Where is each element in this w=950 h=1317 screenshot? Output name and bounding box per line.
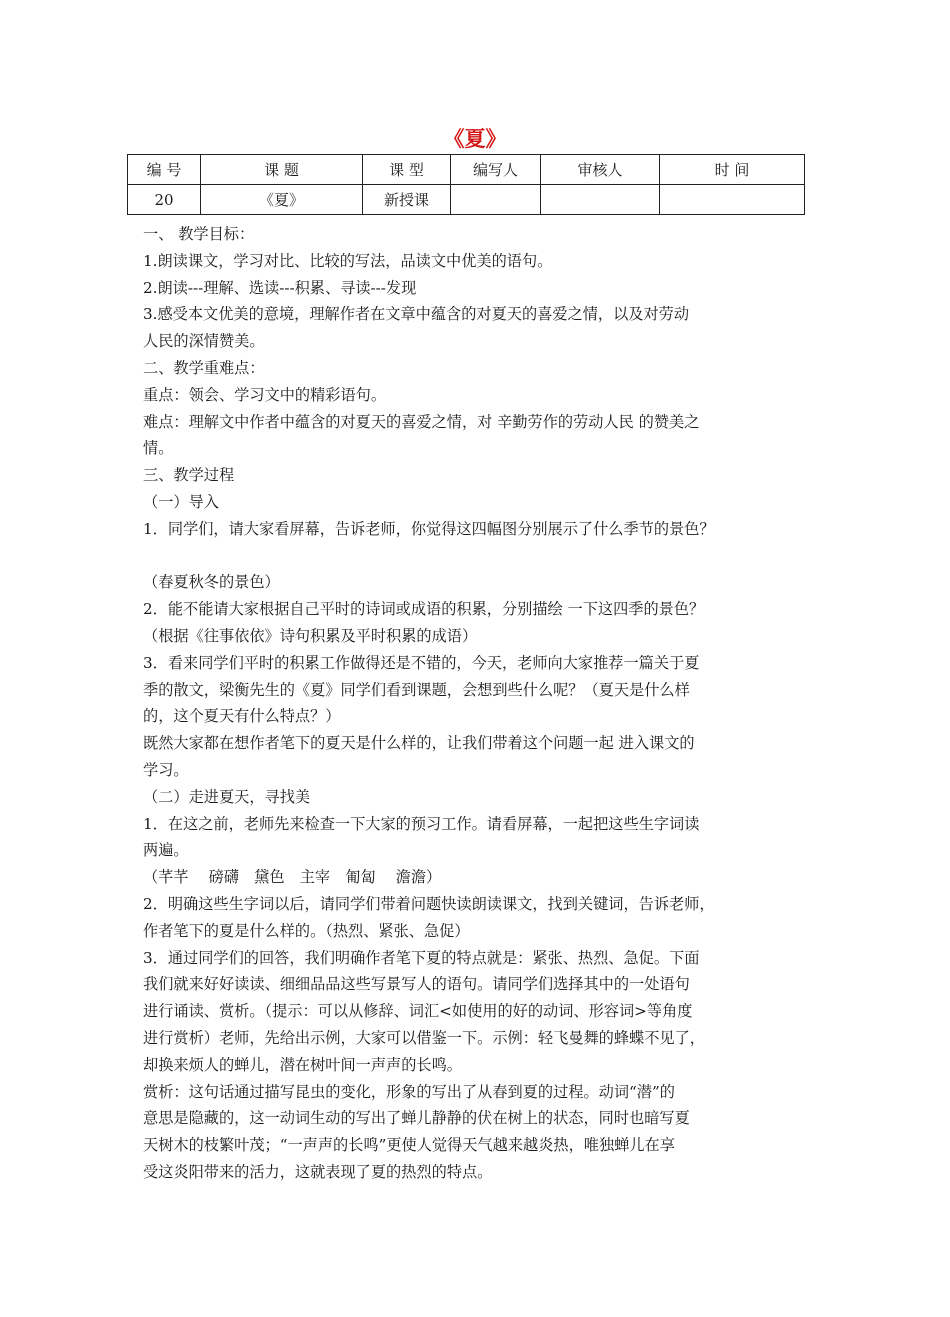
text-line: 1．同学们，请大家看屏幕，告诉老师，你觉得这四幅图分别展示了什么季节的景色？ <box>143 519 715 538</box>
text-line: （根据《往事依依》诗句积累及平时积累的成语） <box>143 626 478 645</box>
text-line: 学习。 <box>143 760 189 779</box>
text-line: 两遍。 <box>143 841 189 860</box>
text-line: 1.朗读课文，学习对比、比较的写法，品读文中优美的语句。 <box>143 251 553 270</box>
cell-author <box>451 185 541 215</box>
text-line: 三、教学过程 <box>143 466 235 485</box>
text-line: 2．明确这些生字词以后，请同学们带着问题快读朗读课文，找到关键词，告诉老师， <box>143 894 715 913</box>
text-line: 却换来烦人的蝉儿，潜在树叶间一声声的长鸣。 <box>143 1055 462 1074</box>
text-line: 3.感受本文优美的意境，理解作者在文章中蕴含的对夏天的喜爱之情，以及对劳动 <box>143 305 690 324</box>
text-line: 重点：领会、学习文中的精彩语句。 <box>143 385 386 404</box>
text-line: 我们就来好好读读、细细品品这些写景写人的语句。请同学们选择其中的一处语句 <box>143 975 690 994</box>
text-line: 进行诵读、赏析。（提示：可以从修辞、词汇<如使用的好的动词、形容词>等角度 <box>143 1002 693 1021</box>
text-line: （芊芊 磅礴 黛色 主宰 匍匐 澹澹） <box>143 868 442 887</box>
text-line: 赏析：这句话通过描写昆虫的变化，形象的写出了从春到夏的过程。动词“潜”的 <box>143 1082 675 1101</box>
header-cell-topic: 课 题 <box>201 155 363 185</box>
text-line: 二、教学重难点： <box>143 358 265 377</box>
text-line: 3．通过同学们的回答，我们明确作者笔下夏的特点就是：紧张、热烈、急促。下面 <box>143 948 700 967</box>
text-line: 难点：理解文中作者中蕴含的对夏天的喜爱之情，对 辛勤劳作的劳动人民 的赞美之 <box>143 412 700 431</box>
text-line: 2.朗读---理解、选读---积累、寻读---发现 <box>143 278 417 297</box>
text-line: （二）走进夏天，寻找美 <box>143 787 311 806</box>
text-line: 一、 教学目标： <box>143 225 255 243</box>
header-cell-reviewer: 审核人 <box>541 155 660 185</box>
header-cell-number: 编 号 <box>128 155 201 185</box>
blank-line <box>143 543 807 570</box>
header-cell-time: 时 间 <box>660 155 805 185</box>
document-title: 《夏》 <box>443 126 507 151</box>
text-line: 意思是隐藏的，这一动词生动的写出了蝉儿静静的伏在树上的状态，同时也暗写夏 <box>143 1109 690 1128</box>
table-header-row <box>128 155 805 185</box>
table-row <box>128 185 805 215</box>
text-line: （春夏秋冬的景色） <box>143 573 280 592</box>
text-line: 2．能不能请大家根据自己平时的诗词或成语的积累，分别描绘 一下这四季的景色？ <box>143 600 705 619</box>
text-line: 作者笔下的夏是什么样的。（热烈、紧张、急促） <box>143 921 470 940</box>
text-line: 天树木的枝繁叶茂；“一声声的长鸣”更使人觉得天气越来越炎热，唯独蝉儿在享 <box>143 1136 675 1155</box>
text-line: 季的散文，梁衡先生的《夏》同学们看到课题，会想到些什么呢？（夏天是什么样 <box>143 680 690 699</box>
text-line: 既然大家都在想作者笔下的夏天是什么样的，让我们带着这个问题一起 进入课文的 <box>143 734 695 753</box>
lesson-info-table <box>127 154 805 215</box>
text-line: （一）导入 <box>143 492 219 511</box>
lesson-plan-body <box>143 221 807 1186</box>
text-line: 受这炎阳带来的活力，这就表现了夏的热烈的特点。 <box>143 1162 493 1181</box>
text-line: 进行赏析）老师，先给出示例，大家可以借鉴一下。示例：轻飞曼舞的蜂蝶不见了， <box>143 1028 705 1047</box>
text-line: 3．看来同学们平时的积累工作做得还是不错的，今天，老师向大家推荐一篇关于夏 <box>143 653 700 672</box>
text-line: 的，这个夏天有什么特点？） <box>143 707 341 726</box>
text-line: 人民的深情赞美。 <box>143 332 265 351</box>
cell-time <box>660 185 805 215</box>
cell-type: 新授课 <box>363 185 451 215</box>
text-line: 情。 <box>143 439 174 458</box>
header-cell-type: 课 型 <box>363 155 451 185</box>
header-cell-author: 编写人 <box>451 155 541 185</box>
cell-reviewer <box>541 185 660 215</box>
cell-number: 20 <box>128 185 201 215</box>
cell-topic: 《夏》 <box>201 185 363 215</box>
text-line: 1．在这之前，老师先来检查一下大家的预习工作。请看屏幕，一起把这些生字词读 <box>143 814 700 833</box>
